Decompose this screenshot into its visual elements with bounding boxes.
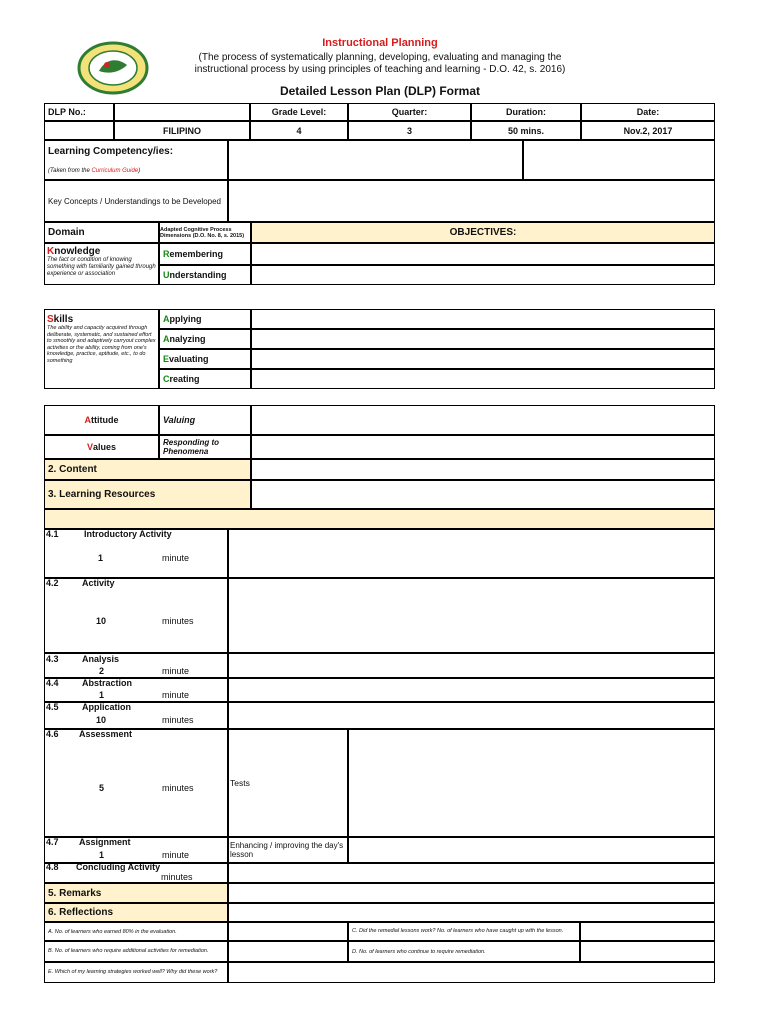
procedure-unit: minutes — [162, 715, 194, 725]
procedure-abstraction-row — [44, 678, 228, 702]
content-label: 2. Content — [44, 459, 251, 480]
dlp-no-label: DLP No.: — [44, 103, 114, 121]
procedure-time: 5 — [99, 783, 105, 793]
procedure-name: Application — [82, 702, 131, 712]
competency-code-input[interactable] — [523, 140, 715, 180]
procedure-unit: minute — [162, 690, 190, 700]
attitude-objective-input[interactable] — [251, 405, 715, 435]
reflection-item-e: E. Which of my learning strategies worked well? Why did these work? — [44, 962, 228, 983]
procedure-time: 1 — [99, 690, 105, 700]
document-title: Detailed Lesson Plan (DLP) Format — [279, 84, 481, 98]
grade-level-label: Grade Level: — [250, 103, 348, 121]
procedure-assignment-input[interactable] — [348, 837, 715, 863]
deped-seal-icon — [77, 41, 149, 95]
procedure-assignment-row — [44, 837, 228, 863]
objectives-header: OBJECTIVES: — [251, 222, 715, 243]
page-title: Instructional Planning — [322, 37, 438, 49]
procedure-application-row — [44, 702, 228, 729]
creating-objective-input[interactable] — [251, 369, 715, 389]
procedure-abstraction-input[interactable] — [228, 678, 715, 702]
procedure-num: 4.7 — [46, 837, 59, 847]
duration-label: Duration: — [471, 103, 581, 121]
procedure-name: Analysis — [82, 654, 120, 664]
procedure-application-input[interactable] — [228, 702, 715, 729]
knowledge-title: Knowledge — [47, 246, 101, 257]
procedure-time: 1 — [99, 850, 105, 860]
competency-label-cell — [44, 140, 228, 180]
key-concepts-input[interactable] — [228, 180, 715, 222]
applying-objective-input[interactable] — [251, 309, 715, 329]
procedure-num: 4.3 — [46, 654, 59, 664]
resources-input[interactable] — [251, 480, 715, 509]
quarter-label: Quarter: — [348, 103, 471, 121]
procedure-num: 4.4 — [46, 678, 59, 688]
understanding-objective-input[interactable] — [251, 265, 715, 285]
competency-note: (Taken from the Curriculum Guide) — [48, 167, 141, 174]
creating-level: C reating — [159, 369, 251, 389]
procedure-unit: minutes — [161, 872, 193, 882]
page-subtitle: (The process of systematically planning, developing, evaluating and managing the instructional process by using principles of teaching and learning - D.O. 42, s. 2016) — [194, 52, 566, 75]
procedure-name: Introductory Activity — [84, 529, 172, 539]
attitude-domain: A ttitude — [44, 405, 159, 435]
reflection-e-input[interactable] — [228, 962, 715, 983]
procedure-time: 1 — [98, 553, 104, 563]
analyzing-level: A nalyzing — [159, 329, 251, 349]
procedure-time: 2 — [99, 666, 105, 676]
procedure-name: Concluding Activity — [76, 862, 161, 872]
procedure-num: 4.6 — [46, 729, 59, 739]
reflection-item-d: D. No. of learners who continue to require remediation. — [348, 941, 580, 962]
remarks-label: 5. Remarks — [44, 883, 228, 903]
procedure-unit: minute — [162, 850, 190, 860]
subject-value: FILIPINO — [114, 121, 250, 140]
procedure-assessment-note: Tests — [228, 729, 348, 837]
dlp-no-spacer — [114, 103, 250, 121]
responding-level: Responding to Phenomena — [159, 435, 251, 459]
reflection-item-a: A. No. of learners who earned 80% in the evaluation. — [44, 922, 228, 941]
reflection-item-c: C. Did the remedial lessons work? No. of learners who have caught up with the lesson. — [348, 922, 580, 941]
procedure-num: 4.5 — [46, 702, 59, 712]
procedure-assessment-input[interactable] — [348, 729, 715, 837]
procedure-assessment-row — [44, 729, 228, 837]
procedure-intro-input[interactable] — [228, 529, 715, 578]
key-concepts-label: Key Concepts / Understandings to be Developed — [44, 180, 228, 222]
reflection-c-input[interactable] — [580, 922, 715, 941]
evaluating-level: E valuating — [159, 349, 251, 369]
remembering-level: R emembering — [159, 243, 251, 265]
procedure-name: Abstraction — [82, 678, 133, 688]
procedure-time: 10 — [96, 715, 107, 725]
valuing-level: Valuing — [159, 405, 251, 435]
duration-value: 50 mins. — [471, 121, 581, 140]
reflections-label: 6. Reflections — [44, 903, 228, 922]
understanding-level: U nderstanding — [159, 265, 251, 285]
remembering-objective-input[interactable] — [251, 243, 715, 265]
evaluating-objective-input[interactable] — [251, 349, 715, 369]
grade-level-value: 4 — [250, 121, 348, 140]
reflection-item-b: B. No. of learners who require additional activities for remediation. — [44, 941, 228, 962]
procedure-num: 4.2 — [46, 578, 59, 588]
procedure-num: 4.8 — [46, 862, 59, 872]
procedure-analysis-row — [44, 653, 228, 678]
date-label: Date: — [581, 103, 715, 121]
procedure-activity-input[interactable] — [228, 578, 715, 653]
resources-label: 3. Learning Resources — [44, 480, 251, 509]
knowledge-description: The fact or condition of knowing something with familiarity gained through experience or association — [47, 257, 156, 277]
reflection-a-input[interactable] — [228, 922, 348, 941]
procedure-name: Assignment — [79, 837, 131, 847]
competency-input[interactable] — [228, 140, 523, 180]
procedure-num: 4.1 — [46, 529, 59, 539]
procedure-assignment-note: Enhancing / improving the day's lesson — [228, 837, 348, 863]
skills-description: The ability and capacity acquired through deliberate, systematic, and sustained effort to smoothly and adaptively carryout complex activities or the ability, coming from one's knowledge, practice, aptitude, etc., to do something — [47, 325, 156, 364]
procedure-unit: minutes — [162, 616, 194, 626]
procedure-time: 10 — [96, 616, 107, 626]
date-value: Nov.2, 2017 — [581, 121, 715, 140]
procedure-analysis-input[interactable] — [228, 653, 715, 678]
procedure-name: Assessment — [79, 729, 133, 739]
values-domain: V alues — [44, 435, 159, 459]
procedure-activity-row — [44, 578, 228, 653]
remarks-input[interactable] — [228, 883, 715, 903]
skills-title: Skills — [47, 314, 74, 325]
procedures-header-row — [44, 509, 715, 529]
skills-domain-cell — [44, 309, 159, 389]
procedure-unit: minute — [162, 666, 190, 676]
reflection-d-input[interactable] — [580, 941, 715, 962]
quarter-value: 3 — [348, 121, 471, 140]
reflections-input[interactable] — [228, 903, 715, 922]
competency-label: Learning Competency/ies: — [48, 146, 174, 158]
procedure-concluding-input[interactable] — [228, 863, 715, 883]
knowledge-domain-cell — [44, 243, 159, 285]
applying-level: A pplying — [159, 309, 251, 329]
procedure-unit: minute — [162, 553, 190, 563]
procedure-name: Activity — [82, 578, 115, 588]
domain-header: Domain — [44, 222, 159, 243]
procedure-unit: minutes — [162, 783, 194, 793]
reflection-b-input[interactable] — [228, 941, 348, 962]
dimensions-header: Adapted Cognitive Process Dimensions (D.O. No. 8, s. 2015) — [159, 222, 251, 243]
values-objective-input[interactable] — [251, 435, 715, 459]
content-input[interactable] — [251, 459, 715, 480]
dlp-no-value[interactable] — [44, 121, 114, 140]
analyzing-objective-input[interactable] — [251, 329, 715, 349]
